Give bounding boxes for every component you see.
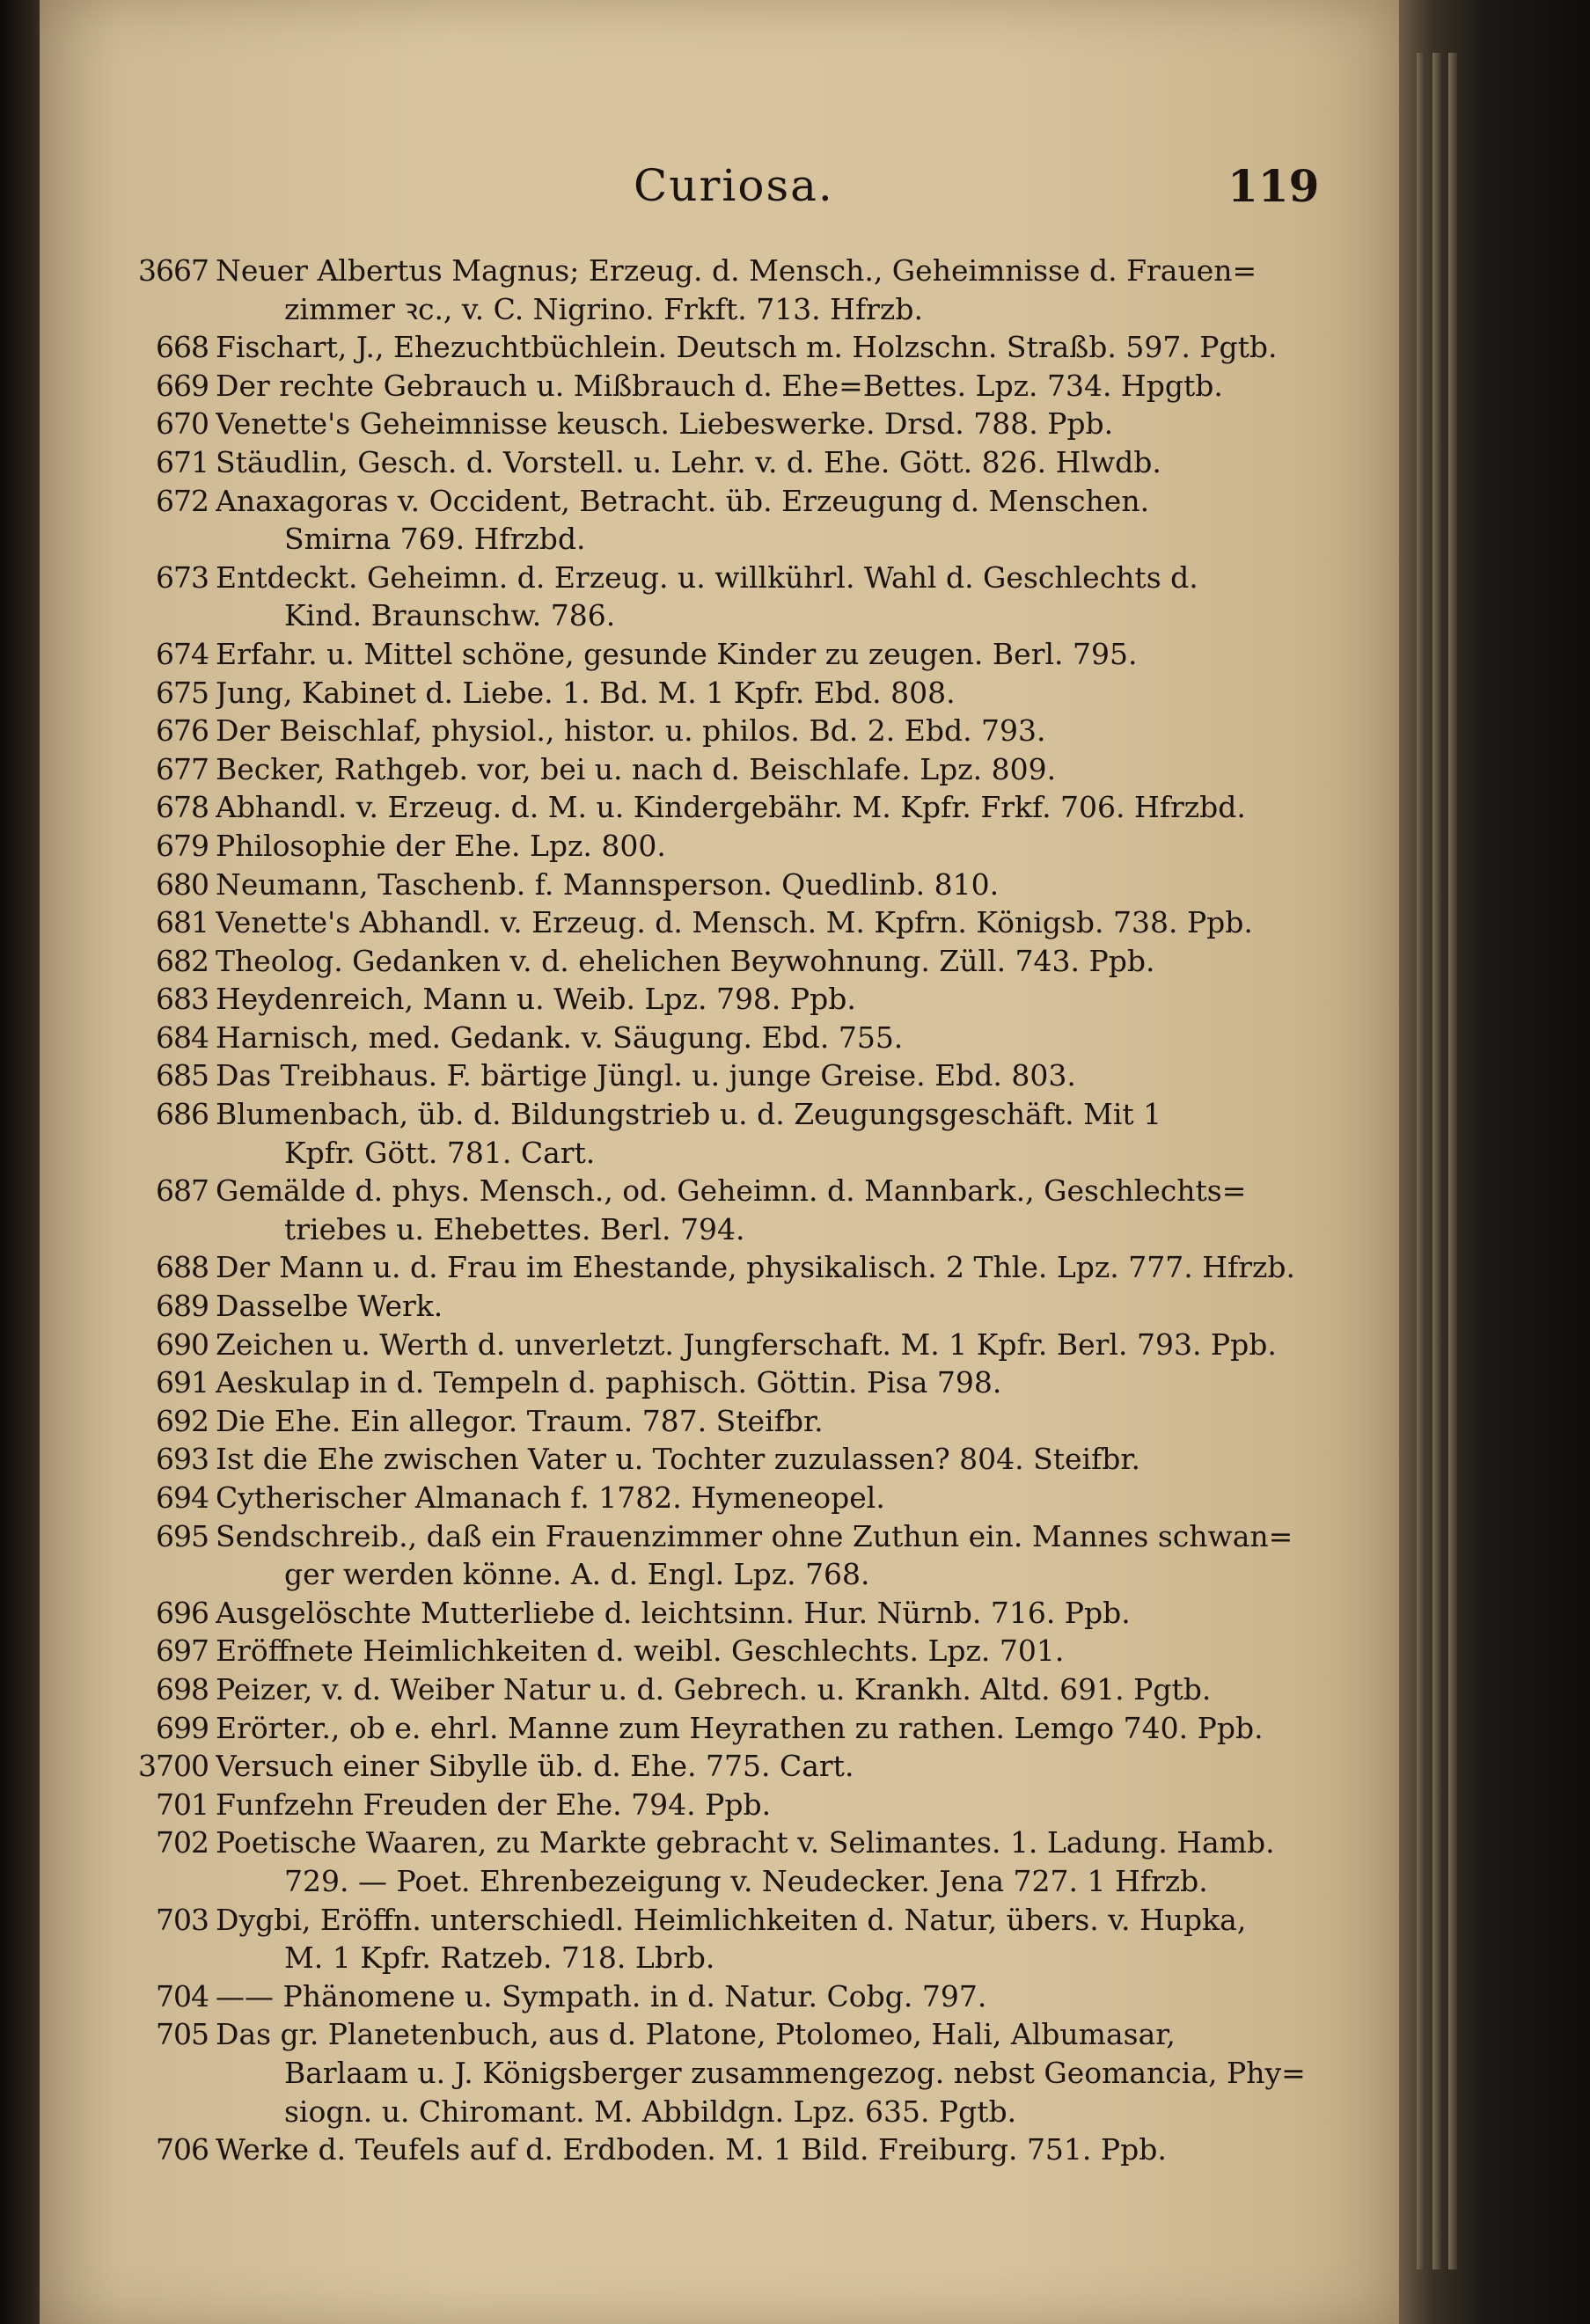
- entry-text: siogn. u. Chiromant. M. Abbildgn. Lpz. 635. Pgtb.: [284, 2094, 1017, 2129]
- catalog-entry: [40, 1977, 1399, 2016]
- entry-continuation-line: [40, 2054, 1384, 2093]
- entry-continuation-line: [40, 1134, 1384, 1173]
- catalog-entry: [40, 1517, 1399, 1594]
- catalog-entry: [40, 1670, 1399, 1709]
- entry-text: Anaxagoras v. Occident, Betracht. üb. Erzeugung d. Menschen.: [216, 483, 1150, 518]
- catalog-entry: [40, 559, 1399, 635]
- entry-first-line: [40, 443, 1399, 482]
- book-page: [40, 0, 1399, 2324]
- entry-number: 684: [156, 1019, 209, 1055]
- entry-number: 694: [156, 1480, 209, 1515]
- entry-text: Jung, Kabinet d. Liebe. 1. Bd. M. 1 Kpfr. Ebd. 808.: [216, 675, 956, 710]
- page-title: Curiosa.: [634, 160, 834, 211]
- entry-text: Sendschreib., daß ein Frauenzimmer ohne Zuthun ein. Mannes schwan=: [216, 1518, 1293, 1553]
- catalog-entry: [40, 1747, 1399, 1786]
- entry-text: Kind. Braunschw. 786.: [284, 598, 616, 633]
- entry-continuation-line: [40, 2093, 1384, 2131]
- entry-first-line: [40, 1019, 1399, 1057]
- entry-text: Der rechte Gebrauch u. Mißbrauch d. Ehe=Bettes. Lpz. 734. Hpgtb.: [216, 368, 1223, 403]
- entry-text: Funfzehn Freuden der Ehe. 794. Ppb.: [216, 1787, 772, 1822]
- entry-text: Peizer, v. d. Weiber Natur u. d. Gebrech. u. Krankh. Altd. 691. Pgtb.: [216, 1671, 1212, 1706]
- entry-first-line: [40, 405, 1399, 443]
- catalog-entry: [40, 1056, 1399, 1095]
- entry-first-line: [40, 942, 1399, 981]
- catalog-entry: [40, 1594, 1399, 1633]
- entry-number: 674: [156, 636, 209, 671]
- entry-number: 701: [156, 1787, 209, 1822]
- catalog-entry: [40, 2015, 1399, 2130]
- entry-text: Philosophie der Ehe. Lpz. 800.: [216, 828, 666, 863]
- catalog-entry: [40, 1363, 1399, 1402]
- entry-first-line: [40, 559, 1399, 597]
- entry-first-line: [40, 1095, 1399, 1134]
- catalog-entry: [40, 980, 1399, 1019]
- entry-first-line: [40, 1747, 1399, 1786]
- entry-number: 687: [156, 1173, 209, 1209]
- entry-text: Becker, Rathgeb. vor, bei u. nach d. Beischlafe. Lpz. 809.: [216, 751, 1057, 786]
- entry-text: Neumann, Taschenb. f. Mannsperson. Quedlinb. 810.: [216, 866, 1000, 902]
- entry-number: 683: [156, 982, 209, 1017]
- entry-text: 729. — Poet. Ehrenbezeigung v. Neudecker. Jena 727. 1 Hfrzb.: [284, 1863, 1208, 1898]
- catalog-entry: [40, 2130, 1399, 2169]
- entry-text: Poetische Waaren, zu Markte gebracht v. Selimantes. 1. Ladung. Hamb.: [216, 1825, 1275, 1860]
- entry-number: 682: [156, 943, 209, 978]
- entry-text: Entdeckt. Geheimn. d. Erzeug. u. willkührl. Wahl d. Geschlechts d.: [216, 559, 1198, 595]
- entry-first-line: [40, 788, 1399, 827]
- catalog-entry: [40, 1786, 1399, 1824]
- page-edge-line: [1432, 53, 1441, 2269]
- entry-text: triebes u. Ehebettes. Berl. 794.: [284, 1211, 745, 1246]
- entry-text: Das Treibhaus. F. bärtige Jüngl. u. junge Greise. Ebd. 803.: [216, 1058, 1076, 1093]
- entry-text: Cytherischer Almanach f. 1782. Hymeneopel.: [216, 1480, 885, 1515]
- entry-text: Erörter., ob e. ehrl. Manne zum Heyrathen zu rathen. Lemgo 740. Ppb.: [216, 1710, 1264, 1745]
- entry-number: 702: [156, 1825, 209, 1860]
- entry-number: 670: [156, 406, 209, 442]
- entry-first-line: [40, 1786, 1399, 1824]
- entry-text: Zeichen u. Werth d. unverletzt. Jungferschaft. M. 1 Kpfr. Berl. 793. Ppb.: [216, 1326, 1277, 1362]
- entry-number: 685: [156, 1058, 209, 1093]
- entry-first-line: [40, 1440, 1399, 1479]
- entry-first-line: [40, 1670, 1399, 1709]
- entry-first-line: [40, 1326, 1399, 1364]
- catalog-entry: [40, 1901, 1399, 1977]
- entry-first-line: [40, 1901, 1399, 1940]
- catalog-entry: [40, 1172, 1399, 1248]
- catalog-entry: [40, 1823, 1399, 1900]
- catalog-entry: [40, 1019, 1399, 1057]
- entry-first-line: [40, 328, 1399, 367]
- entry-text: Das gr. Planetenbuch, aus d. Platone, Ptolomeo, Hali, Albumasar,: [216, 2017, 1176, 2052]
- running-head: [40, 160, 1399, 222]
- entry-text: —— Phänomene u. Sympath. in d. Natur. Cobg. 797.: [216, 1978, 987, 2013]
- entry-number: 680: [156, 866, 209, 902]
- entry-first-line: [40, 1823, 1399, 1862]
- entry-text: Kpfr. Gött. 781. Cart.: [284, 1135, 596, 1170]
- entry-number: 681: [156, 905, 209, 940]
- entry-first-line: [40, 1632, 1399, 1670]
- page-edge-line: [1448, 53, 1457, 2269]
- entry-text: Ausgelöschte Mutterliebe d. leichtsinn. Hur. Nürnb. 716. Ppb.: [216, 1595, 1131, 1630]
- catalog-entry: [40, 367, 1399, 406]
- entry-first-line: [40, 1709, 1399, 1748]
- entry-number: 704: [156, 1978, 209, 2013]
- entry-number: 688: [156, 1250, 209, 1285]
- entry-first-line: [40, 1172, 1399, 1210]
- entry-first-line: [40, 1517, 1399, 1556]
- entry-number: 705: [156, 2017, 209, 2052]
- entry-first-line: [40, 1363, 1399, 1402]
- catalog-entry: [40, 405, 1399, 443]
- entry-text: Stäudlin, Gesch. d. Vorstell. u. Lehr. v. d. Ehe. Gött. 826. Hlwdb.: [216, 444, 1161, 479]
- catalog-entry: [40, 1440, 1399, 1479]
- page-number: 119: [1227, 160, 1320, 212]
- entry-number: 696: [156, 1595, 209, 1630]
- entry-first-line: [40, 827, 1399, 866]
- entry-first-line: [40, 252, 1399, 290]
- entry-text: Gemälde d. phys. Mensch., od. Geheimn. d. Mannbark., Geschlechts=: [216, 1173, 1247, 1209]
- entry-first-line: [40, 1479, 1399, 1517]
- entry-first-line: [40, 1402, 1399, 1441]
- entry-first-line: [40, 1977, 1399, 2016]
- entry-continuation-line: [40, 1862, 1384, 1901]
- entry-text: Dygbi, Eröffn. unterschiedl. Heimlichkeiten d. Natur, übers. v. Hupka,: [216, 1902, 1247, 1937]
- entry-text: Dasselbe Werk.: [216, 1289, 443, 1324]
- entry-number: 703: [156, 1902, 209, 1937]
- entry-text: ger werden könne. A. d. Engl. Lpz. 768.: [284, 1557, 870, 1592]
- catalog-entry: [40, 1326, 1399, 1364]
- entry-number: 699: [156, 1710, 209, 1745]
- entry-number: 692: [156, 1403, 209, 1438]
- catalog-entry: [40, 1402, 1399, 1441]
- catalog-entry: [40, 328, 1399, 367]
- entry-first-line: [40, 1056, 1399, 1095]
- entry-text: Abhandl. v. Erzeug. d. M. u. Kindergebähr. M. Kpfr. Frkf. 706. Hfrzbd.: [216, 790, 1246, 825]
- catalog-entry: [40, 674, 1399, 713]
- entry-first-line: [40, 2130, 1399, 2169]
- entry-text: Barlaam u. J. Königsberger zusammengezog. nebst Geomancia, Phy=: [284, 2055, 1306, 2090]
- catalog-entry: [40, 827, 1399, 866]
- entry-number: 669: [156, 368, 209, 403]
- catalog-entry: [40, 866, 1399, 904]
- entry-first-line: [40, 2015, 1399, 2054]
- entry-text: Die Ehe. Ein allegor. Traum. 787. Steifbr.: [216, 1403, 824, 1438]
- entry-text: Versuch einer Sibylle üb. d. Ehe. 775. Cart.: [216, 1749, 854, 1784]
- entry-text: Harnisch, med. Gedank. v. Säugung. Ebd. 755.: [216, 1019, 904, 1055]
- entry-number: 671: [156, 444, 209, 479]
- catalog-entry: [40, 942, 1399, 981]
- entry-text: M. 1 Kpfr. Ratzeb. 718. Lbrb.: [284, 1940, 715, 1976]
- entry-first-line: [40, 750, 1399, 789]
- entry-text: Aeskulap in d. Tempeln d. paphisch. Göttin. Pisa 798.: [216, 1365, 1002, 1400]
- entry-number: 3667: [138, 253, 209, 288]
- entry-number: 691: [156, 1365, 209, 1400]
- entry-continuation-line: [40, 1210, 1384, 1249]
- entry-text: Werke d. Teufels auf d. Erdboden. M. 1 Bild. Freiburg. 751. Ppb.: [216, 2132, 1167, 2167]
- entry-text: Neuer Albertus Magnus; Erzeug. d. Mensch., Geheimnisse d. Frauen=: [216, 253, 1257, 288]
- entry-continuation-line: [40, 596, 1384, 635]
- entry-first-line: [40, 1287, 1399, 1326]
- entry-number: 697: [156, 1633, 209, 1669]
- entry-text: Fischart, J., Ehezuchtbüchlein. Deutsch m. Holzschn. Straßb. 597. Pgtb.: [216, 330, 1278, 365]
- entry-number: 678: [156, 790, 209, 825]
- entry-number: 689: [156, 1289, 209, 1324]
- catalog-entry: [40, 750, 1399, 789]
- entry-text: Smirna 769. Hfrzbd.: [284, 522, 586, 557]
- entry-number: 693: [156, 1442, 209, 1477]
- entry-first-line: [40, 980, 1399, 1019]
- entry-text: zimmer ꝛc., v. C. Nigrino. Frkft. 713. Hfrzb.: [284, 291, 923, 326]
- catalog-entry: [40, 1248, 1399, 1287]
- catalog-entry: [40, 903, 1399, 942]
- entry-continuation-line: [40, 520, 1384, 559]
- entry-number: 677: [156, 751, 209, 786]
- entry-number: 679: [156, 828, 209, 863]
- entry-number: 668: [156, 330, 209, 365]
- entry-number: 675: [156, 675, 209, 710]
- entry-number: 686: [156, 1097, 209, 1132]
- entry-first-line: [40, 903, 1399, 942]
- entry-number: 673: [156, 559, 209, 595]
- entry-number: 706: [156, 2132, 209, 2167]
- catalog-entry: [40, 788, 1399, 827]
- entry-first-line: [40, 1248, 1399, 1287]
- catalog-entry: [40, 443, 1399, 482]
- catalog-entry: [40, 252, 1399, 328]
- entry-number: 676: [156, 713, 209, 749]
- entry-first-line: [40, 712, 1399, 750]
- entry-text: Venette's Abhandl. v. Erzeug. d. Mensch. M. Kpfrn. Königsb. 738. Ppb.: [216, 905, 1253, 940]
- page-edge-line: [1417, 53, 1425, 2269]
- entry-number: 698: [156, 1671, 209, 1706]
- entry-first-line: [40, 674, 1399, 713]
- entry-text: Ist die Ehe zwischen Vater u. Tochter zuzulassen? 804. Steifbr.: [216, 1442, 1141, 1477]
- catalog-entry: [40, 1095, 1399, 1172]
- catalog-entry: [40, 1632, 1399, 1670]
- entry-continuation-line: [40, 1939, 1384, 1977]
- entry-text: Der Beischlaf, physiol., histor. u. philos. Bd. 2. Ebd. 793.: [216, 713, 1046, 749]
- entry-text: Heydenreich, Mann u. Weib. Lpz. 798. Ppb.: [216, 982, 856, 1017]
- entry-number: 672: [156, 483, 209, 518]
- entry-first-line: [40, 635, 1399, 674]
- book-gutter: [1399, 0, 1590, 2324]
- catalog-entry: [40, 482, 1399, 559]
- entry-text: Erfahr. u. Mittel schöne, gesunde Kinder zu zeugen. Berl. 795.: [216, 636, 1138, 671]
- entry-first-line: [40, 866, 1399, 904]
- catalog-entry: [40, 635, 1399, 674]
- entry-first-line: [40, 367, 1399, 406]
- entry-continuation-line: [40, 1555, 1384, 1594]
- entry-first-line: [40, 482, 1399, 521]
- entry-number: 3700: [138, 1749, 209, 1784]
- entry-first-line: [40, 1594, 1399, 1633]
- entry-text: Blumenbach, üb. d. Bildungstrieb u. d. Zeugungsgeschäft. Mit 1: [216, 1097, 1162, 1132]
- catalog-entry: [40, 712, 1399, 750]
- catalog-entries: [40, 252, 1399, 2169]
- catalog-entry: [40, 1287, 1399, 1326]
- entry-number: 690: [156, 1326, 209, 1362]
- entry-text: Theolog. Gedanken v. d. ehelichen Beywohnung. Züll. 743. Ppb.: [216, 943, 1155, 978]
- entry-continuation-line: [40, 290, 1384, 329]
- entry-text: Venette's Geheimnisse keusch. Liebeswerke. Drsd. 788. Ppb.: [216, 406, 1114, 442]
- entry-number: 695: [156, 1518, 209, 1553]
- catalog-entry: [40, 1709, 1399, 1748]
- entry-text: Der Mann u. d. Frau im Ehestande, physikalisch. 2 Thle. Lpz. 777. Hfrzb.: [216, 1250, 1295, 1285]
- catalog-entry: [40, 1479, 1399, 1517]
- entry-text: Eröffnete Heimlichkeiten d. weibl. Geschlechts. Lpz. 701.: [216, 1633, 1065, 1669]
